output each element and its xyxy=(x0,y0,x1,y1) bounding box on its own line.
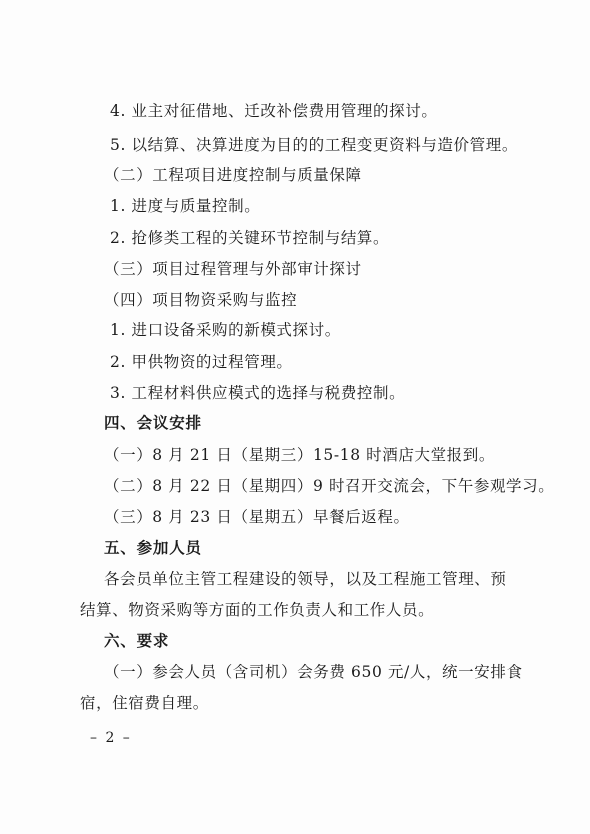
subsection-4-title: （四）项目物资采购与监控 xyxy=(104,291,298,309)
page-number: – 2 – xyxy=(90,730,132,746)
item-1-imported-equipment: 1. 进口设备采购的新模式探讨。 xyxy=(110,321,341,339)
section-5-heading: 五、参加人员 xyxy=(104,539,202,557)
attendees-paragraph-line-1: 各会员单位主管工程建设的领导，以及工程施工管理、预 xyxy=(104,570,507,588)
item-3-material-supply-tax: 3. 工程材料供应模式的选择与税费控制。 xyxy=(110,384,406,402)
item-5-settlement-change-management: 5. 以结算、决算进度为目的的工程变更资料与造价管理。 xyxy=(110,136,518,154)
attendees-paragraph-line-2: 结算、物资采购等方面的工作负责人和工作人员。 xyxy=(80,601,435,619)
schedule-item-2: （二）8 月 22 日（星期四）9 时召开交流会，下午参观学习。 xyxy=(104,477,555,495)
section-4-heading: 四、会议安排 xyxy=(104,414,202,432)
item-4-land-compensation: 4. 业主对征借地、迁改补偿费用管理的探讨。 xyxy=(110,102,438,120)
subsection-2-title: （二）工程项目进度控制与质量保障 xyxy=(104,166,362,184)
item-2-owner-supplied-materials: 2. 甲供物资的过程管理。 xyxy=(110,353,293,371)
subsection-3-title: （三）项目过程管理与外部审计探讨 xyxy=(104,260,362,278)
schedule-item-1: （一）8 月 21 日（星期三）15-18 时酒店大堂报到。 xyxy=(104,446,495,464)
requirement-1-line-1: （一）参会人员（含司机）会务费 650 元/人，统一安排食 xyxy=(104,663,523,681)
schedule-item-3: （三）8 月 23 日（星期五）早餐后返程。 xyxy=(104,508,410,526)
item-2-repair-projects: 2. 抢修类工程的关键环节控制与结算。 xyxy=(110,229,390,247)
section-6-heading: 六、要求 xyxy=(104,632,170,650)
item-1-progress-quality: 1. 进度与质量控制。 xyxy=(110,197,261,215)
requirement-1-line-2: 宿，住宿费自理。 xyxy=(80,694,209,712)
